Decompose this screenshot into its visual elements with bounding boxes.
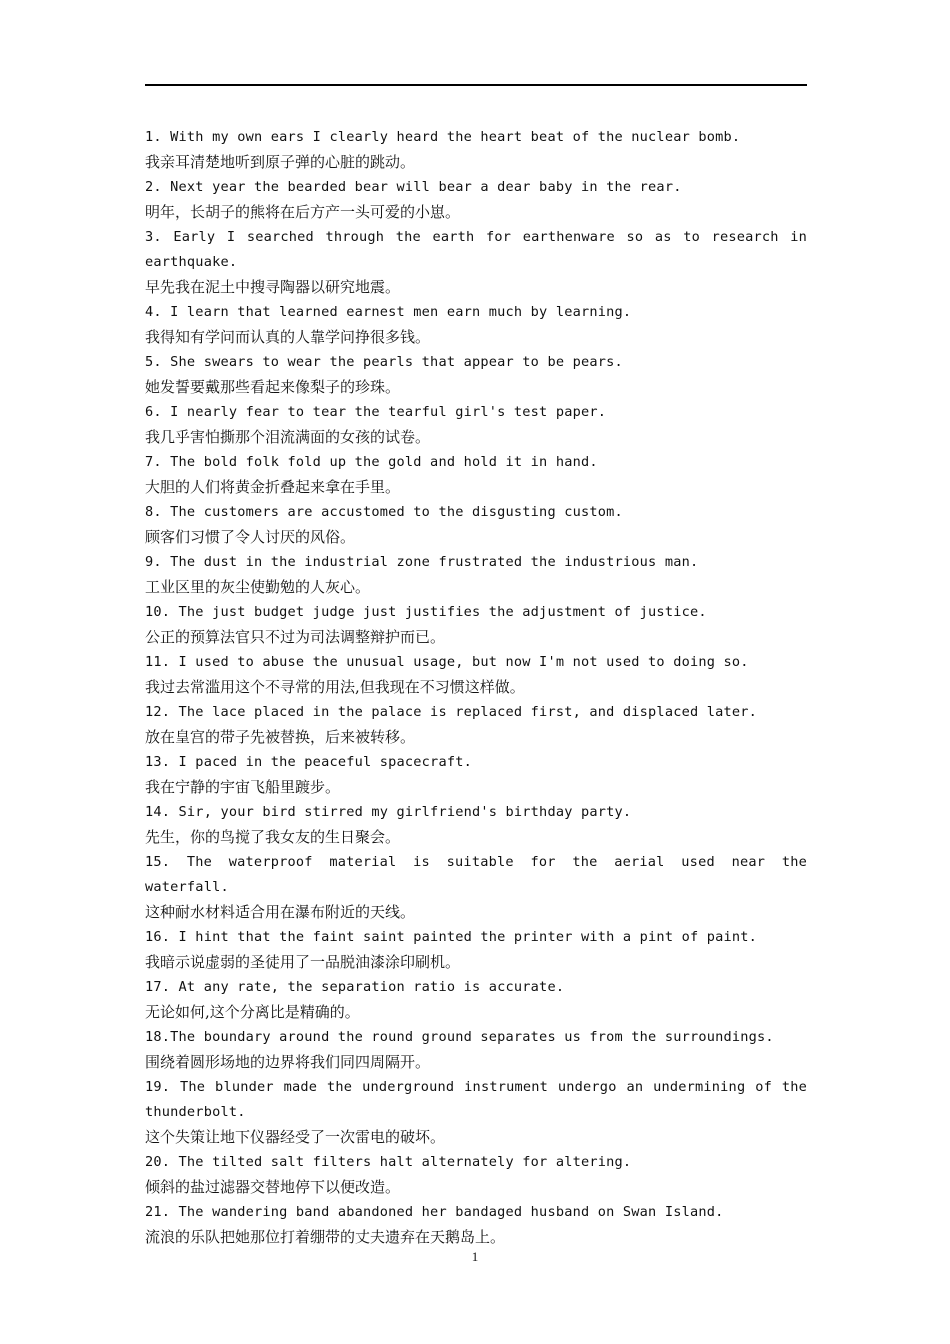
chinese-translation: 这种耐水材料适合用在瀑布附近的天线。 — [145, 903, 416, 921]
chinese-translation: 这个失策让地下仪器经受了一次雷电的破坏。 — [145, 1128, 446, 1146]
english-sentence: 15. The waterproof material is suitable for the aerial used near the waterfall. — [145, 854, 816, 895]
english-sentence: 7. The bold folk fold up the gold and hold it in hand. — [145, 454, 598, 470]
english-sentence: 3. Early I searched through the earth for earthenware so as to research in earthquake. — [145, 229, 816, 270]
english-sentence: 19. The blunder made the underground instrument undergo an undermining of the thunderbolt. — [145, 1079, 816, 1120]
chinese-translation: 我过去常滥用这个不寻常的用法,但我现在不习惯这样做。 — [145, 678, 525, 696]
list-item — [145, 225, 816, 300]
list-item — [145, 450, 807, 500]
list-item — [145, 700, 807, 750]
english-sentence: 21. The wandering band abandoned her bandaged husband on Swan Island. — [145, 1204, 724, 1220]
english-sentence: 10. The just budget judge just justifies the adjustment of justice. — [145, 604, 707, 620]
chinese-translation: 她发誓要戴那些看起来像梨子的珍珠。 — [145, 378, 401, 396]
list-item — [145, 400, 807, 450]
header-rule — [145, 84, 807, 86]
english-sentence: 16. I hint that the faint saint painted the printer with a pint of paint. — [145, 929, 758, 945]
list-item — [145, 1075, 816, 1150]
list-item — [145, 925, 807, 975]
english-sentence: 17. At any rate, the separation ratio is accurate. — [145, 979, 565, 995]
list-item — [145, 975, 807, 1025]
chinese-translation: 无论如何,这个分离比是精确的。 — [145, 1003, 360, 1021]
list-item — [145, 350, 807, 400]
sentence-list — [145, 125, 816, 1250]
english-sentence: 2. Next year the bearded bear will bear a dear baby in the rear. — [145, 179, 682, 195]
list-item — [145, 750, 807, 800]
chinese-translation: 明年，长胡子的熊将在后方产一头可爱的小崽。 — [145, 203, 461, 221]
list-item — [145, 175, 807, 225]
english-sentence: 8. The customers are accustomed to the disgusting custom. — [145, 504, 623, 520]
chinese-translation: 流浪的乐队把她那位打着绷带的丈夫遗弃在天鹅岛上。 — [145, 1228, 506, 1246]
english-sentence: 12. The lace placed in the palace is replaced first, and displaced later. — [145, 704, 758, 720]
chinese-translation: 我在宁静的宇宙飞船里踱步。 — [145, 778, 341, 796]
chinese-translation: 我亲耳清楚地听到原子弹的心脏的跳动。 — [145, 153, 416, 171]
list-item — [145, 850, 816, 925]
english-sentence: 20. The tilted salt filters halt alternately for altering. — [145, 1154, 632, 1170]
chinese-translation: 先生，你的鸟搅了我女友的生日聚会。 — [145, 828, 401, 846]
chinese-translation: 工业区里的灰尘使勤勉的人灰心。 — [145, 578, 371, 596]
list-item — [145, 650, 807, 700]
chinese-translation: 公正的预算法官只不过为司法调整辩护而已。 — [145, 628, 446, 646]
chinese-translation: 我暗示说虚弱的圣徒用了一品脱油漆涂印刷机。 — [145, 953, 461, 971]
chinese-translation: 大胆的人们将黄金折叠起来拿在手里。 — [145, 478, 401, 496]
chinese-translation: 倾斜的盐过滤器交替地停下以便改造。 — [145, 1178, 401, 1196]
list-item — [145, 1150, 807, 1200]
english-sentence: 14. Sir, your bird stirred my girlfriend's birthday party. — [145, 804, 632, 820]
list-item — [145, 600, 807, 650]
list-item — [145, 550, 807, 600]
chinese-translation: 围绕着圆形场地的边界将我们同四周隔开。 — [145, 1053, 431, 1071]
list-item — [145, 500, 807, 550]
english-sentence: 1. With my own ears I clearly heard the heart beat of the nuclear bomb. — [145, 129, 741, 145]
chinese-translation: 顾客们习惯了令人讨厌的风俗。 — [145, 528, 356, 546]
list-item — [145, 1025, 807, 1075]
chinese-translation: 放在皇宫的带子先被替换，后来被转移。 — [145, 728, 416, 746]
english-sentence: 9. The dust in the industrial zone frustrated the industrious man. — [145, 554, 699, 570]
english-sentence: 13. I paced in the peaceful spacecraft. — [145, 754, 472, 770]
list-item — [145, 125, 807, 175]
chinese-translation: 我几乎害怕撕那个泪流满面的女孩的试卷。 — [145, 428, 431, 446]
english-sentence: 6. I nearly fear to tear the tearful girl's test paper. — [145, 404, 607, 420]
chinese-translation: 早先我在泥土中搜寻陶器以研究地震。 — [145, 278, 401, 296]
list-item — [145, 800, 807, 850]
list-item — [145, 1200, 807, 1250]
chinese-translation: 我得知有学问而认真的人靠学问挣很多钱。 — [145, 328, 431, 346]
page-number: 1 — [471, 1249, 479, 1264]
english-sentence: 11. I used to abuse the unusual usage, but now I'm not used to doing so. — [145, 654, 749, 670]
english-sentence: 18.The boundary around the round ground separates us from the surroundings. — [145, 1029, 774, 1045]
english-sentence: 4. I learn that learned earnest men earn much by learning. — [145, 304, 632, 320]
list-item — [145, 300, 807, 350]
english-sentence: 5. She swears to wear the pearls that appear to be pears. — [145, 354, 623, 370]
